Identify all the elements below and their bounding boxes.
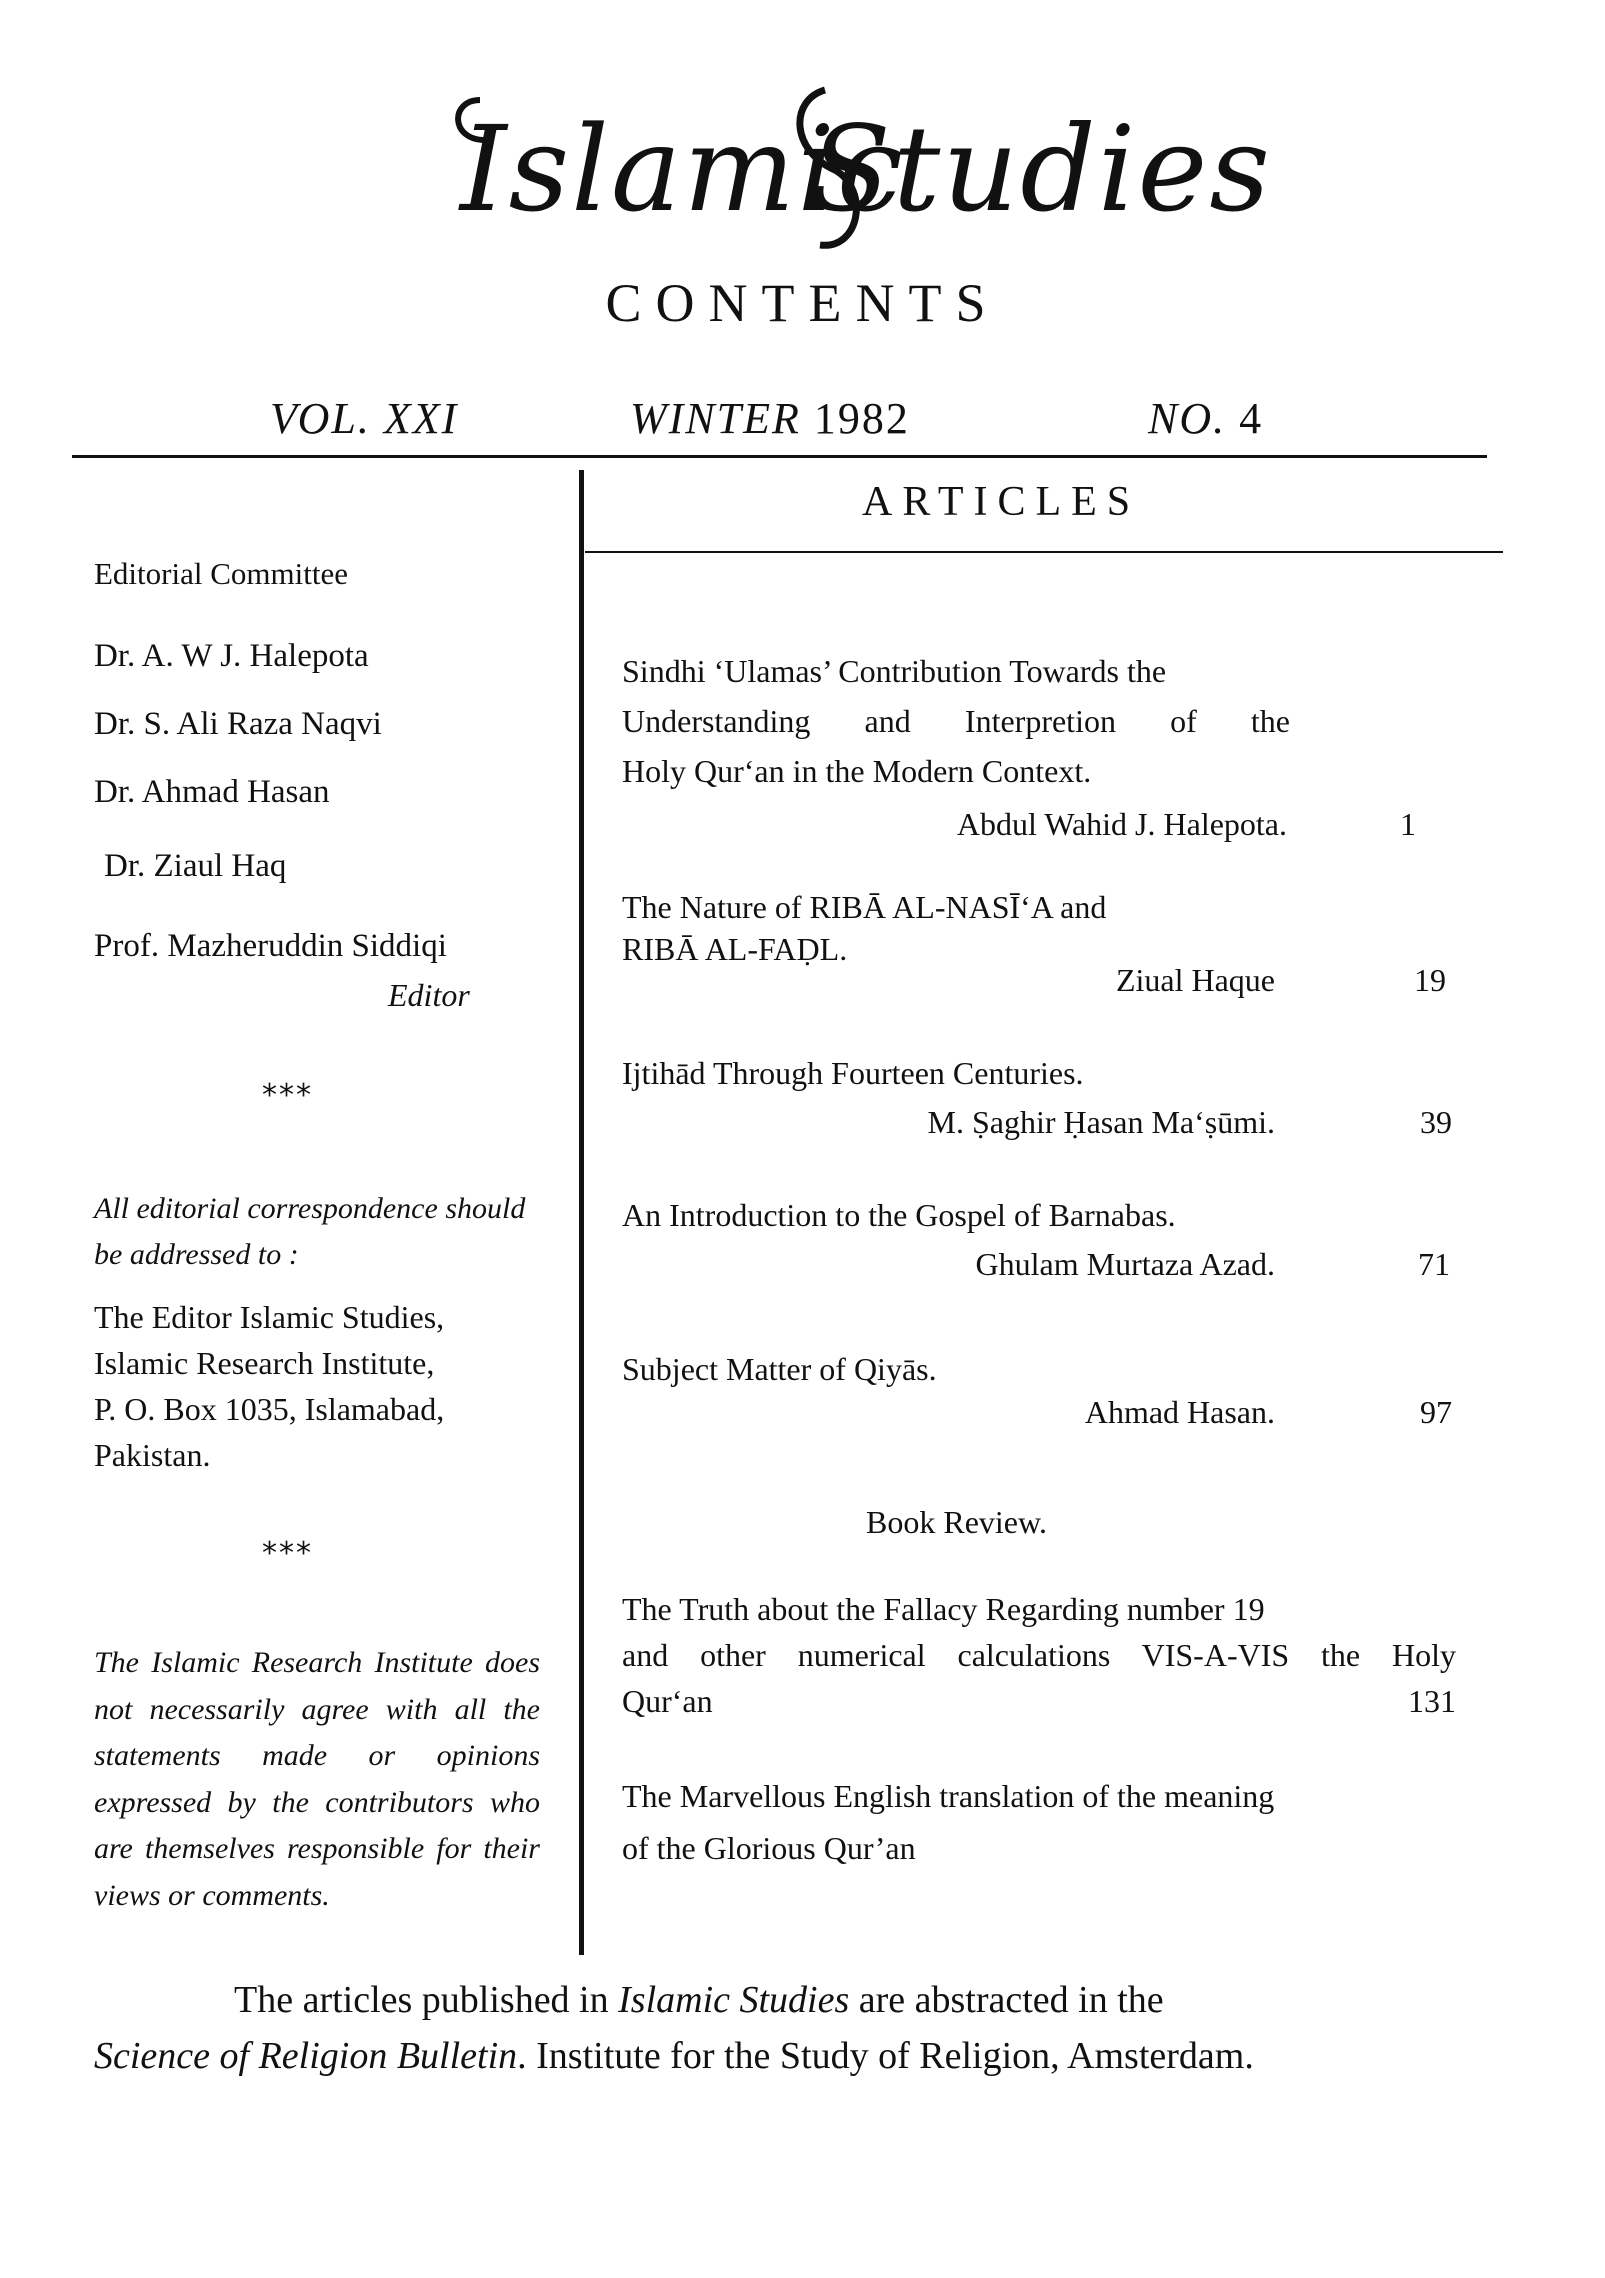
correspondence-address: [94, 1294, 564, 1478]
editorial-member: Dr. Ahmad Hasan: [94, 774, 330, 810]
journal-masthead-logo: [440, 60, 1272, 260]
footer-part3: . Institute for the Study of Religion, Amsterdam.: [517, 2035, 1254, 2077]
book-review-line-row: [622, 1678, 1456, 1724]
contents-heading: CONTENTS: [605, 273, 1000, 333]
address-line: P. O. Box 1035, Islamabad,: [94, 1391, 445, 1427]
editorial-member: Dr. A. W J. Halepota: [94, 638, 369, 674]
article-page: 39: [1420, 1104, 1452, 1140]
book-review-line: and other numerical calculations VIS-A-VIS the Holy: [622, 1637, 1456, 1673]
article-page: 1: [1400, 806, 1416, 842]
book-review-line: The Marvellous English translation of the meaning: [622, 1778, 1275, 1814]
address-line: The Editor Islamic Studies,: [94, 1299, 445, 1335]
articles-heading: ARTICLES: [862, 479, 1141, 525]
article-title: [622, 1048, 1302, 1098]
article-author: Ahmad Hasan.: [1084, 1394, 1275, 1430]
header-rule: [72, 455, 1487, 458]
footer-abstract-note: [94, 1972, 1466, 2084]
article-title-line: Holy Qur‘an in the Modern Context.: [622, 753, 1092, 789]
masthead-logo-art: [440, 60, 1272, 260]
book-review-heading: Book Review.: [866, 1504, 1048, 1540]
article-author: M. Ṣaghir Ḥasan Ma‘ṣūmi.: [927, 1104, 1275, 1140]
disclaimer-text: The Islamic Research Institute does not necessarily agree with all the statements made or opinions expressed by the contributors who are themselves responsible for their views or comments.: [94, 1646, 540, 1912]
separator-stars: ***: [262, 1078, 313, 1113]
article-title-line: An Introduction to the Gospel of Barnabas.: [622, 1197, 1176, 1233]
issue-number-label: NO.: [1148, 394, 1227, 443]
article-title: [622, 886, 1302, 970]
footer-line-2: [94, 2028, 1466, 2084]
article-title-line: Subject Matter of Qiyās.: [622, 1351, 937, 1387]
footer-line-1: [94, 1972, 1466, 2028]
book-review-line: The Truth about the Fallacy Regarding number 19: [622, 1591, 1265, 1627]
issue-number-value: 4: [1239, 394, 1264, 443]
book-review-item: [622, 1586, 1456, 1724]
address-line: Islamic Research Institute,: [94, 1345, 435, 1381]
article-title-line: RIBĀ AL-FAḌL.: [622, 931, 848, 967]
article-author: Ghulam Murtaza Azad.: [975, 1246, 1275, 1282]
article-title-line: Understanding and Interpretion of the: [622, 703, 1290, 739]
article-title-line: Sindhi ‘Ulamas’ Contribution Towards the: [622, 653, 1167, 689]
article-title: [622, 646, 1302, 796]
article-author: Abdul Wahid J. Halepota.: [956, 806, 1287, 842]
issue-season: WINTER: [630, 394, 801, 443]
editor-role: Editor: [388, 977, 470, 1013]
issue-season-year: [630, 393, 910, 444]
svg-text:Studies: Studies: [810, 100, 1272, 238]
svg-text:Islamic: Islamic: [460, 100, 905, 238]
editorial-member: Dr. S. Ali Raza Naqvi: [94, 706, 382, 742]
article-title-line: The Nature of RIBĀ AL-NASĪ‘A and: [622, 889, 1107, 925]
issue-year: 1982: [813, 394, 910, 443]
article-title: [622, 1190, 1302, 1240]
article-page: 19: [1414, 962, 1446, 998]
editorial-member: Dr. Ziaul Haq: [104, 848, 287, 884]
column-divider: [579, 470, 584, 1955]
address-line: Pakistan.: [94, 1437, 211, 1473]
article-title-line: Ijtihād Through Fourteen Centuries.: [622, 1055, 1084, 1091]
book-review-page: 131: [1408, 1683, 1456, 1719]
editorial-committee-heading: Editorial Committee: [94, 556, 348, 591]
book-review-line: Qur‘an: [622, 1683, 713, 1719]
book-review-line: of the Glorious Qur’an: [622, 1830, 916, 1866]
editorial-member: Prof. Mazheruddin Siddiqi: [94, 928, 447, 964]
article-title: [622, 1344, 1302, 1394]
footer-part2: are abstracted in the: [858, 1979, 1164, 2021]
footer-journal: Islamic Studies: [618, 1979, 850, 2021]
footer-bulletin: Science of Religion Bulletin: [94, 2035, 518, 2077]
issue-number: [1148, 393, 1263, 444]
separator-stars: ***: [262, 1536, 313, 1571]
article-page: 71: [1418, 1246, 1450, 1282]
correspondence-note: All editorial correspondence should be addressed to :: [94, 1192, 526, 1271]
article-page: 97: [1420, 1394, 1452, 1430]
volume-label: VOL. XXI: [270, 394, 459, 443]
footer-part1: The articles published in: [234, 1979, 609, 2021]
articles-rule: [585, 551, 1503, 553]
article-author: Ziual Haque: [1115, 962, 1275, 998]
book-review-item: [622, 1770, 1442, 1874]
